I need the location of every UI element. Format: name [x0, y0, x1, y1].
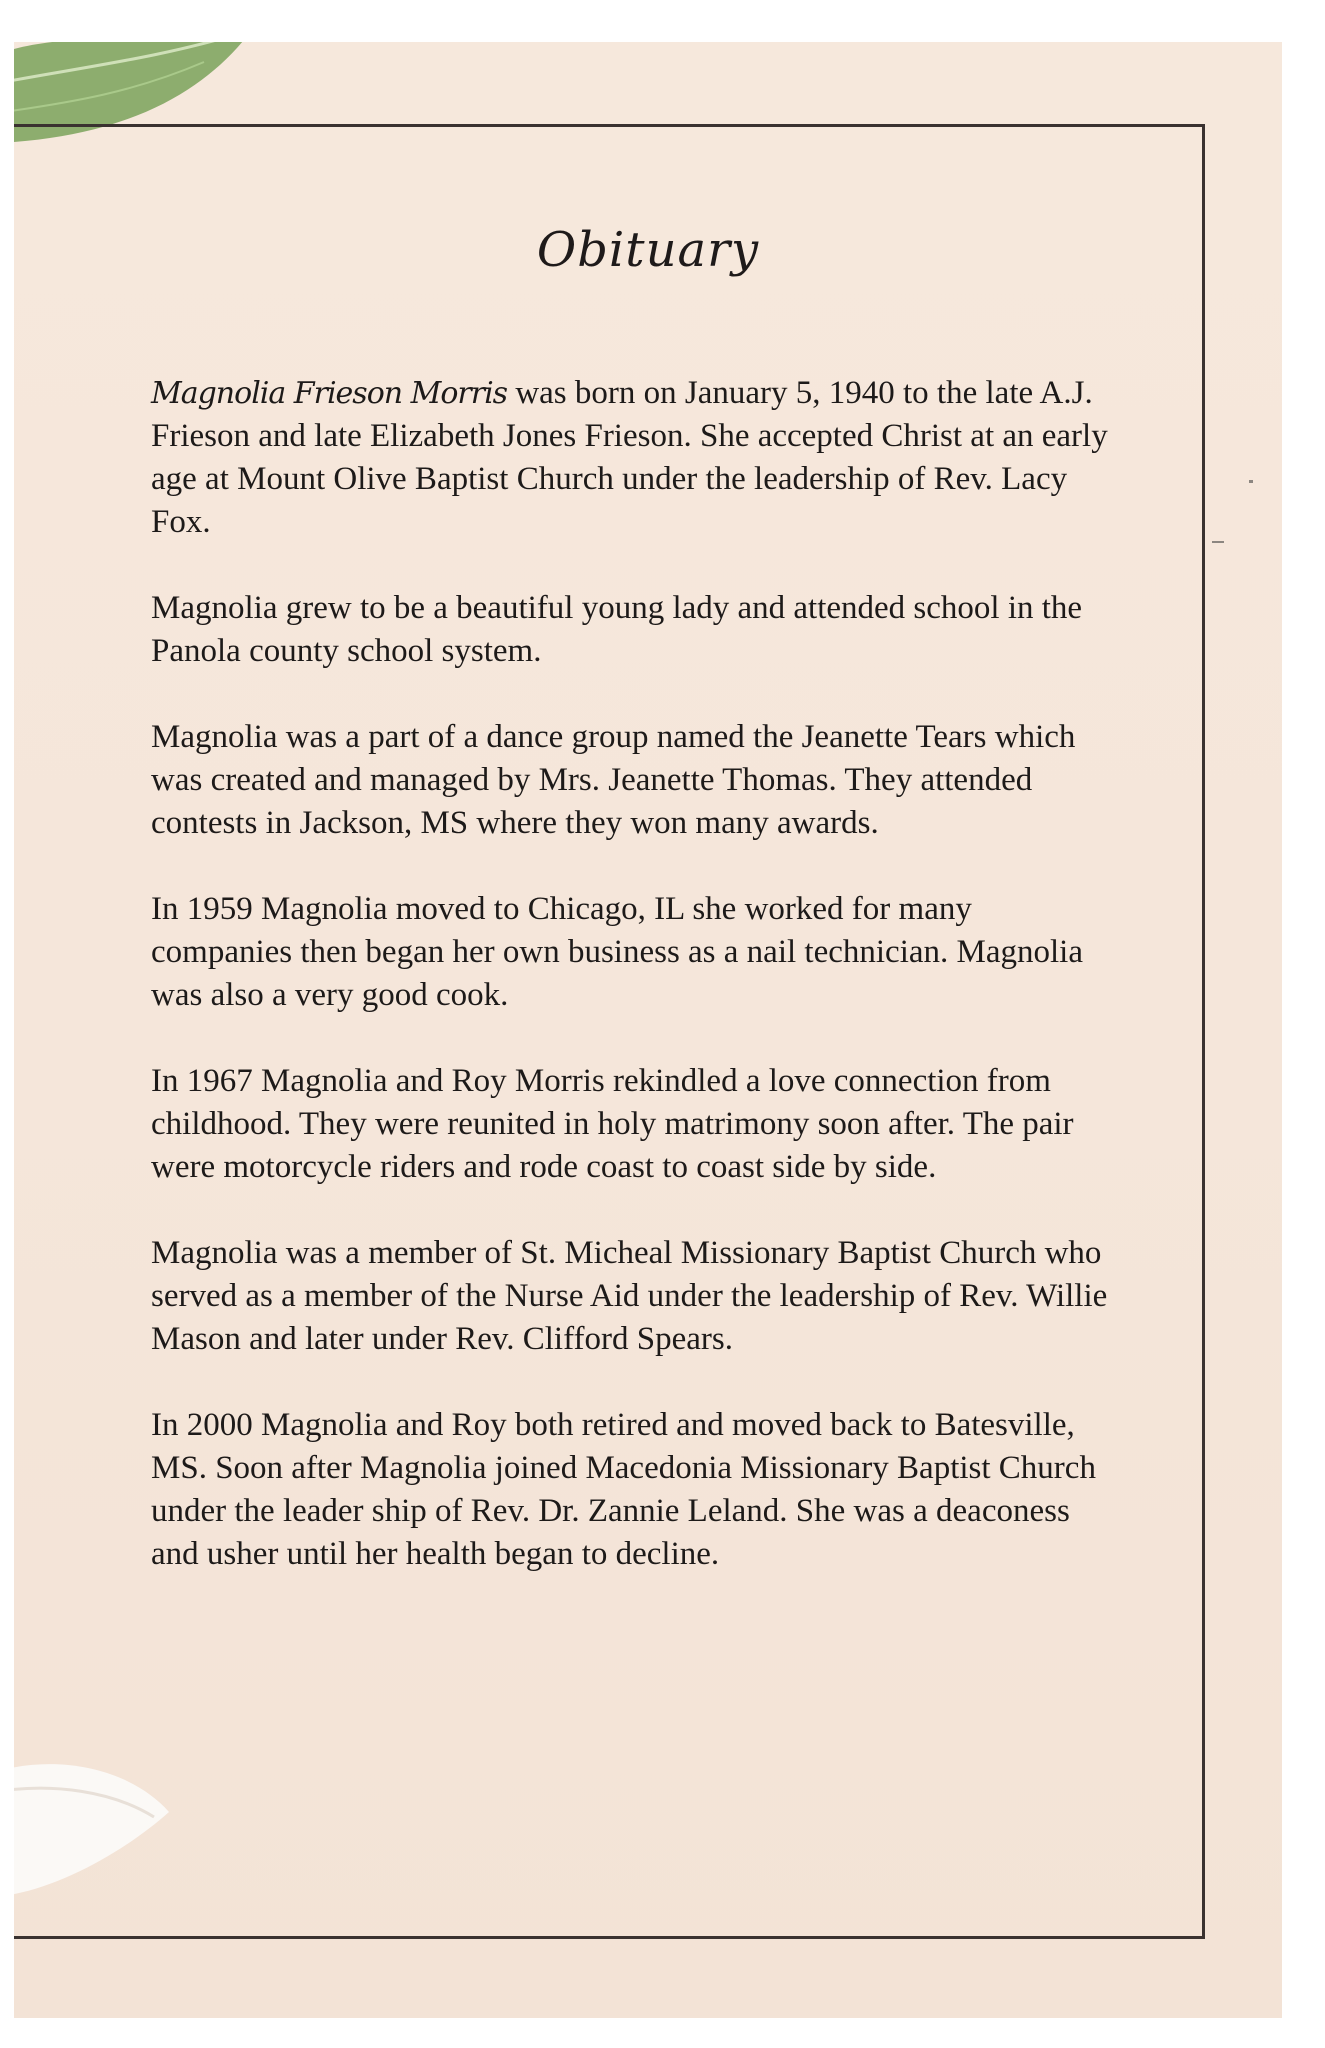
- scan-speck: [1249, 480, 1253, 483]
- page-title: Obituary: [536, 222, 760, 278]
- intro-text: was born on January 5, 1940 to the late A.J. Frieson and late Elizabeth Jones Frieson. She accepted Christ at an early age at Mount Olive Baptist Church under the leadership of Rev. Lacy Fox.: [151, 375, 1108, 540]
- scan-dash: [1212, 541, 1224, 543]
- paragraph-church-membership: Magnolia was a member of St. Micheal Missionary Baptist Church who served as a member of the Nurse Aid under the leadership of Rev. Willie Mason and later under Rev. Clifford Spears.: [151, 1235, 1108, 1357]
- obituary-paper: [14, 42, 1282, 2018]
- paragraph-marriage: In 1967 Magnolia and Roy Morris rekindled a love connection from childhood. They were reunited in holy matrimony soon after. The pair were motorcycle riders and rode coast to coast side by side.: [151, 1063, 1074, 1185]
- intro-paragraph: [151, 372, 1111, 544]
- deceased-name: Magnolia Frieson Morris: [151, 376, 508, 411]
- paragraph-school: Magnolia grew to be a beautiful young lady and attended school in the Panola county school system.: [151, 590, 1083, 669]
- obituary-body: [151, 372, 1111, 1619]
- paragraph-dance-group: Magnolia was a part of a dance group named the Jeanette Tears which was created and managed by Mrs. Jeanette Thomas. They attended contests in Jackson, MS where they won many awards.: [151, 719, 1076, 841]
- paragraph-retirement: In 2000 Magnolia and Roy both retired and moved back to Batesville, MS. Soon after Magnolia joined Macedonia Missionary Baptist Church under the leader ship of Rev. Dr. Zannie Leland. She was a deaconess and usher until her health began to decline.: [151, 1407, 1096, 1572]
- paragraph-chicago: In 1959 Magnolia moved to Chicago, IL she worked for many companies then began her own business as a nail technician. Magnolia was also a very good cook.: [151, 891, 1083, 1013]
